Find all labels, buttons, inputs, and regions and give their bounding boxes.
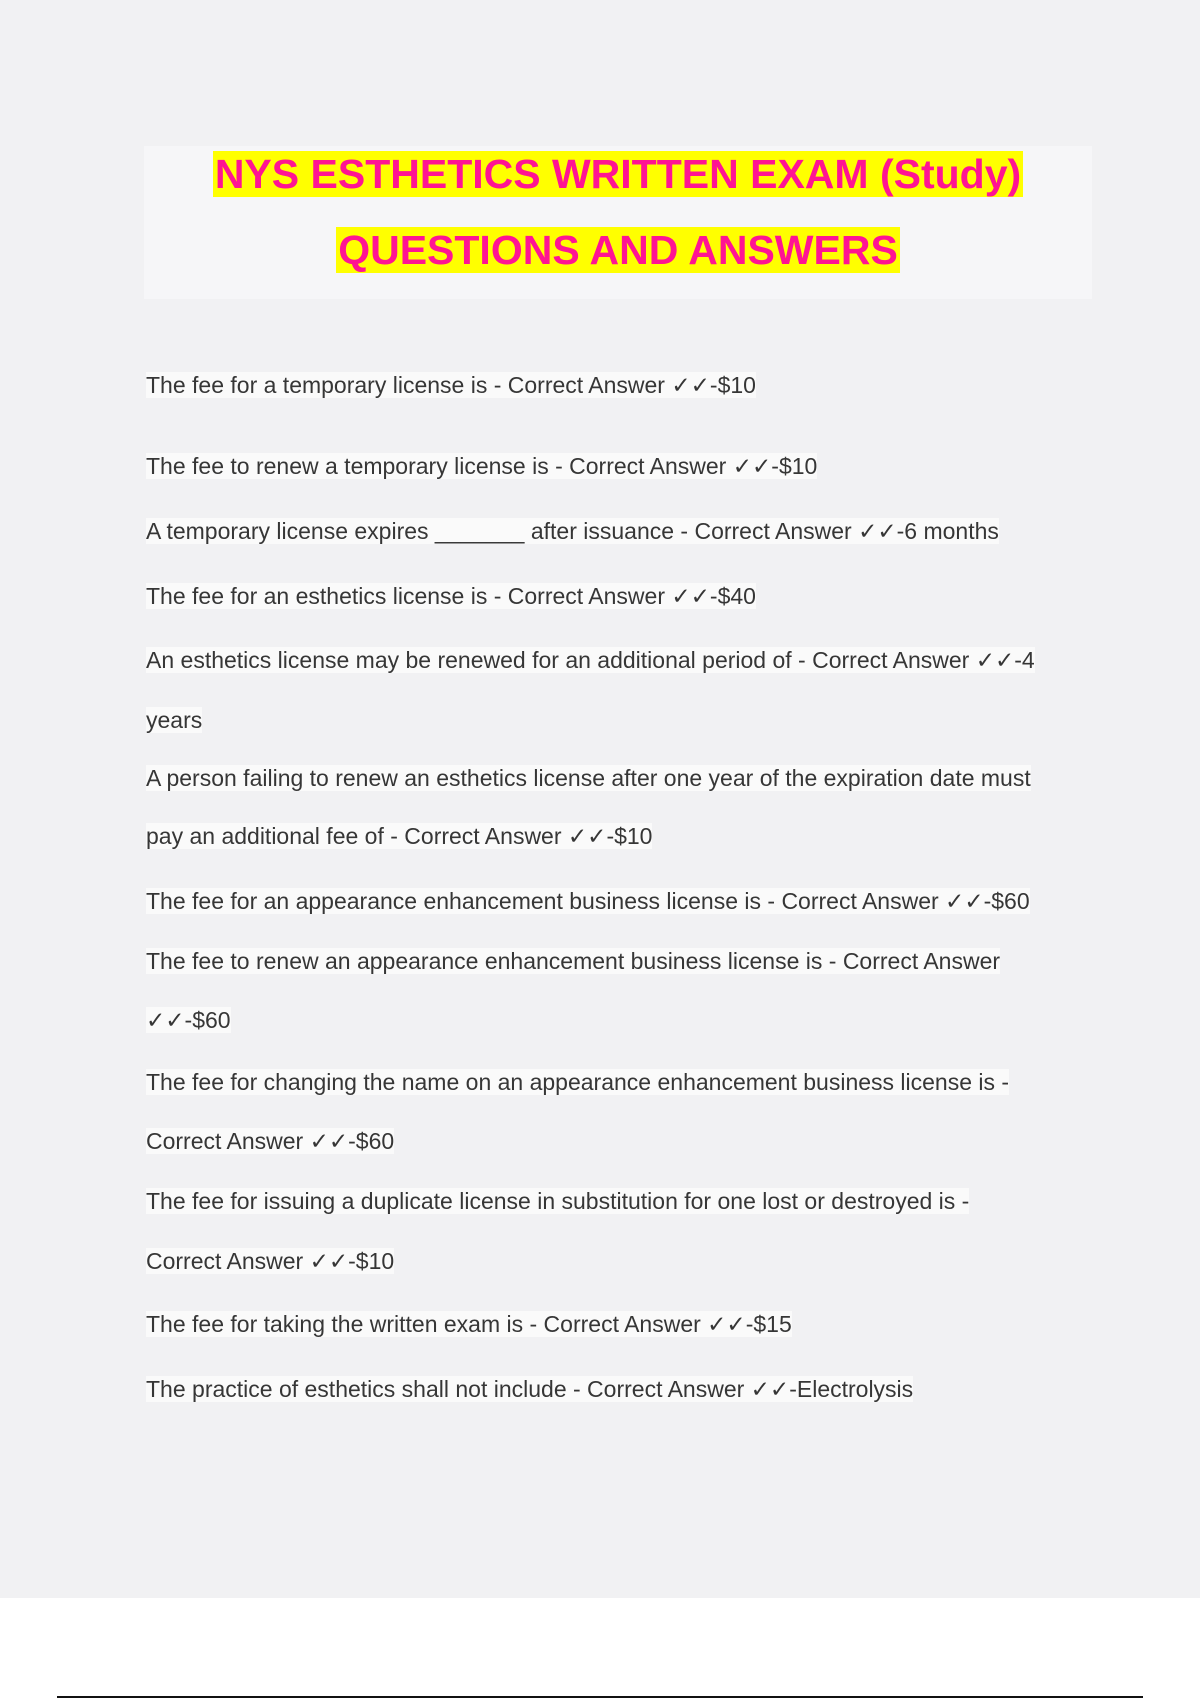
qa-line: The fee to renew a temporary license is - Correct Answer ✓✓-$10	[146, 453, 818, 479]
qa-line: The fee for issuing a duplicate license in substitution for one lost or destroyed is -	[146, 1188, 970, 1214]
title-line-2-text: QUESTIONS AND ANSWERS	[338, 227, 898, 273]
qa-line: The fee to renew an appearance enhancement business license is - Correct Answer	[146, 948, 1001, 974]
qa-line: A temporary license expires _______ after issuance - Correct Answer ✓✓-6 months	[146, 518, 999, 544]
qa-line-continuation: years	[146, 707, 203, 733]
qa-line: The fee for an appearance enhancement business license is - Correct Answer ✓✓-$60	[146, 888, 1030, 914]
qa-line: An esthetics license may be renewed for an additional period of - Correct Answer ✓✓-4	[146, 647, 1035, 673]
title-line-1-text: NYS ESTHETICS WRITTEN EXAM (Study)	[214, 151, 1022, 197]
title-block	[144, 146, 1092, 299]
qa-line: A person failing to renew an esthetics license after one year of the expiration date must	[146, 765, 1031, 791]
footer-divider	[57, 1696, 1143, 1698]
qa-line: The fee for a temporary license is - Correct Answer ✓✓-$10	[146, 372, 756, 398]
qa-line: The fee for changing the name on an appearance enhancement business license is -	[146, 1069, 1010, 1095]
qa-line: The practice of esthetics shall not include - Correct Answer ✓✓-Electrolysis	[146, 1376, 914, 1402]
qa-line: The fee for taking the written exam is - Correct Answer ✓✓-$15	[146, 1311, 792, 1337]
document-title-line-2	[144, 226, 1092, 274]
qa-line-continuation: Correct Answer ✓✓-$60	[146, 1128, 395, 1154]
qa-line: The fee for an esthetics license is - Correct Answer ✓✓-$40	[146, 583, 756, 609]
document-title-line-1	[144, 150, 1092, 198]
qa-line-continuation: Correct Answer ✓✓-$10	[146, 1248, 395, 1274]
qa-line-continuation: ✓✓-$60	[146, 1007, 231, 1033]
qa-line-continuation: pay an additional fee of - Correct Answer ✓✓-$10	[146, 823, 653, 849]
